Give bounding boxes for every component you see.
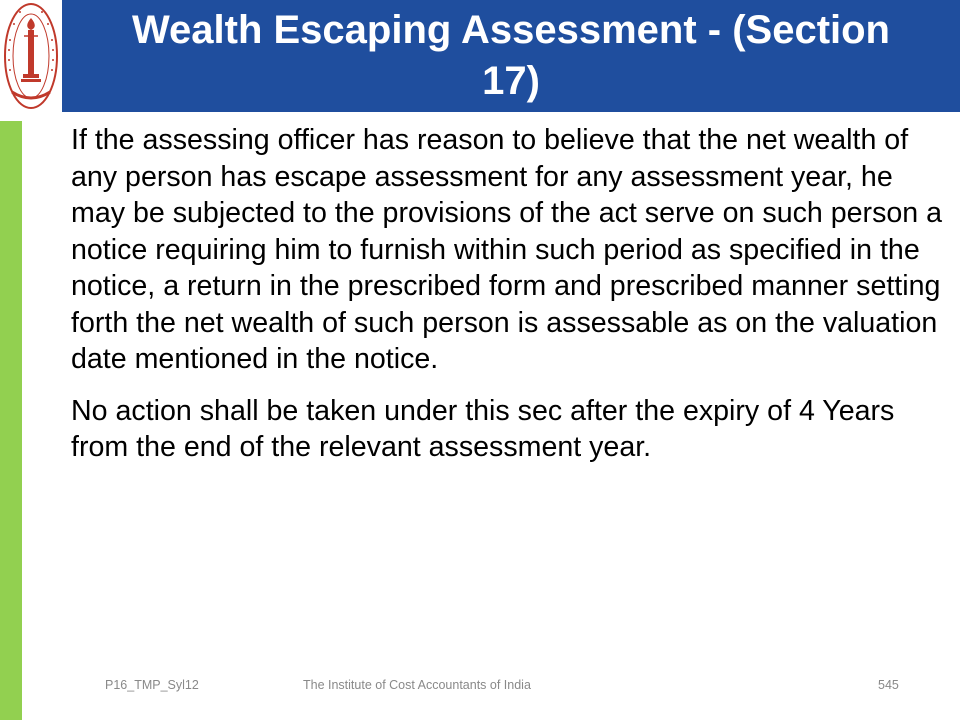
slide-title: Wealth Escaping Assessment - (Section 17)	[132, 8, 890, 103]
footer-course-code: P16_TMP_Syl12	[105, 678, 199, 692]
slide-body	[71, 122, 951, 466]
footer-organization: The Institute of Cost Accountants of India	[303, 678, 531, 692]
footer-page-number: 545	[878, 678, 899, 692]
title-bar	[62, 0, 960, 112]
accent-strip	[0, 121, 22, 720]
institute-emblem-icon	[2, 0, 60, 112]
body-paragraph-2: No action shall be taken under this sec after the expiry of 4 Years from the end of the relevant assessment year.	[71, 394, 895, 463]
body-paragraph-1: If the assessing officer has reason to believe that the net wealth of any person has escape assessment for any assessment year, he may be subjected to the provisions of the act serve on such person a notice requiring him to furnish within such period as specified in the notice, a return in the prescribed form and prescribed manner setting forth the net wealth of such person is assessable as on the valuation date mentioned in the notice.	[71, 124, 943, 375]
logo	[0, 0, 62, 112]
